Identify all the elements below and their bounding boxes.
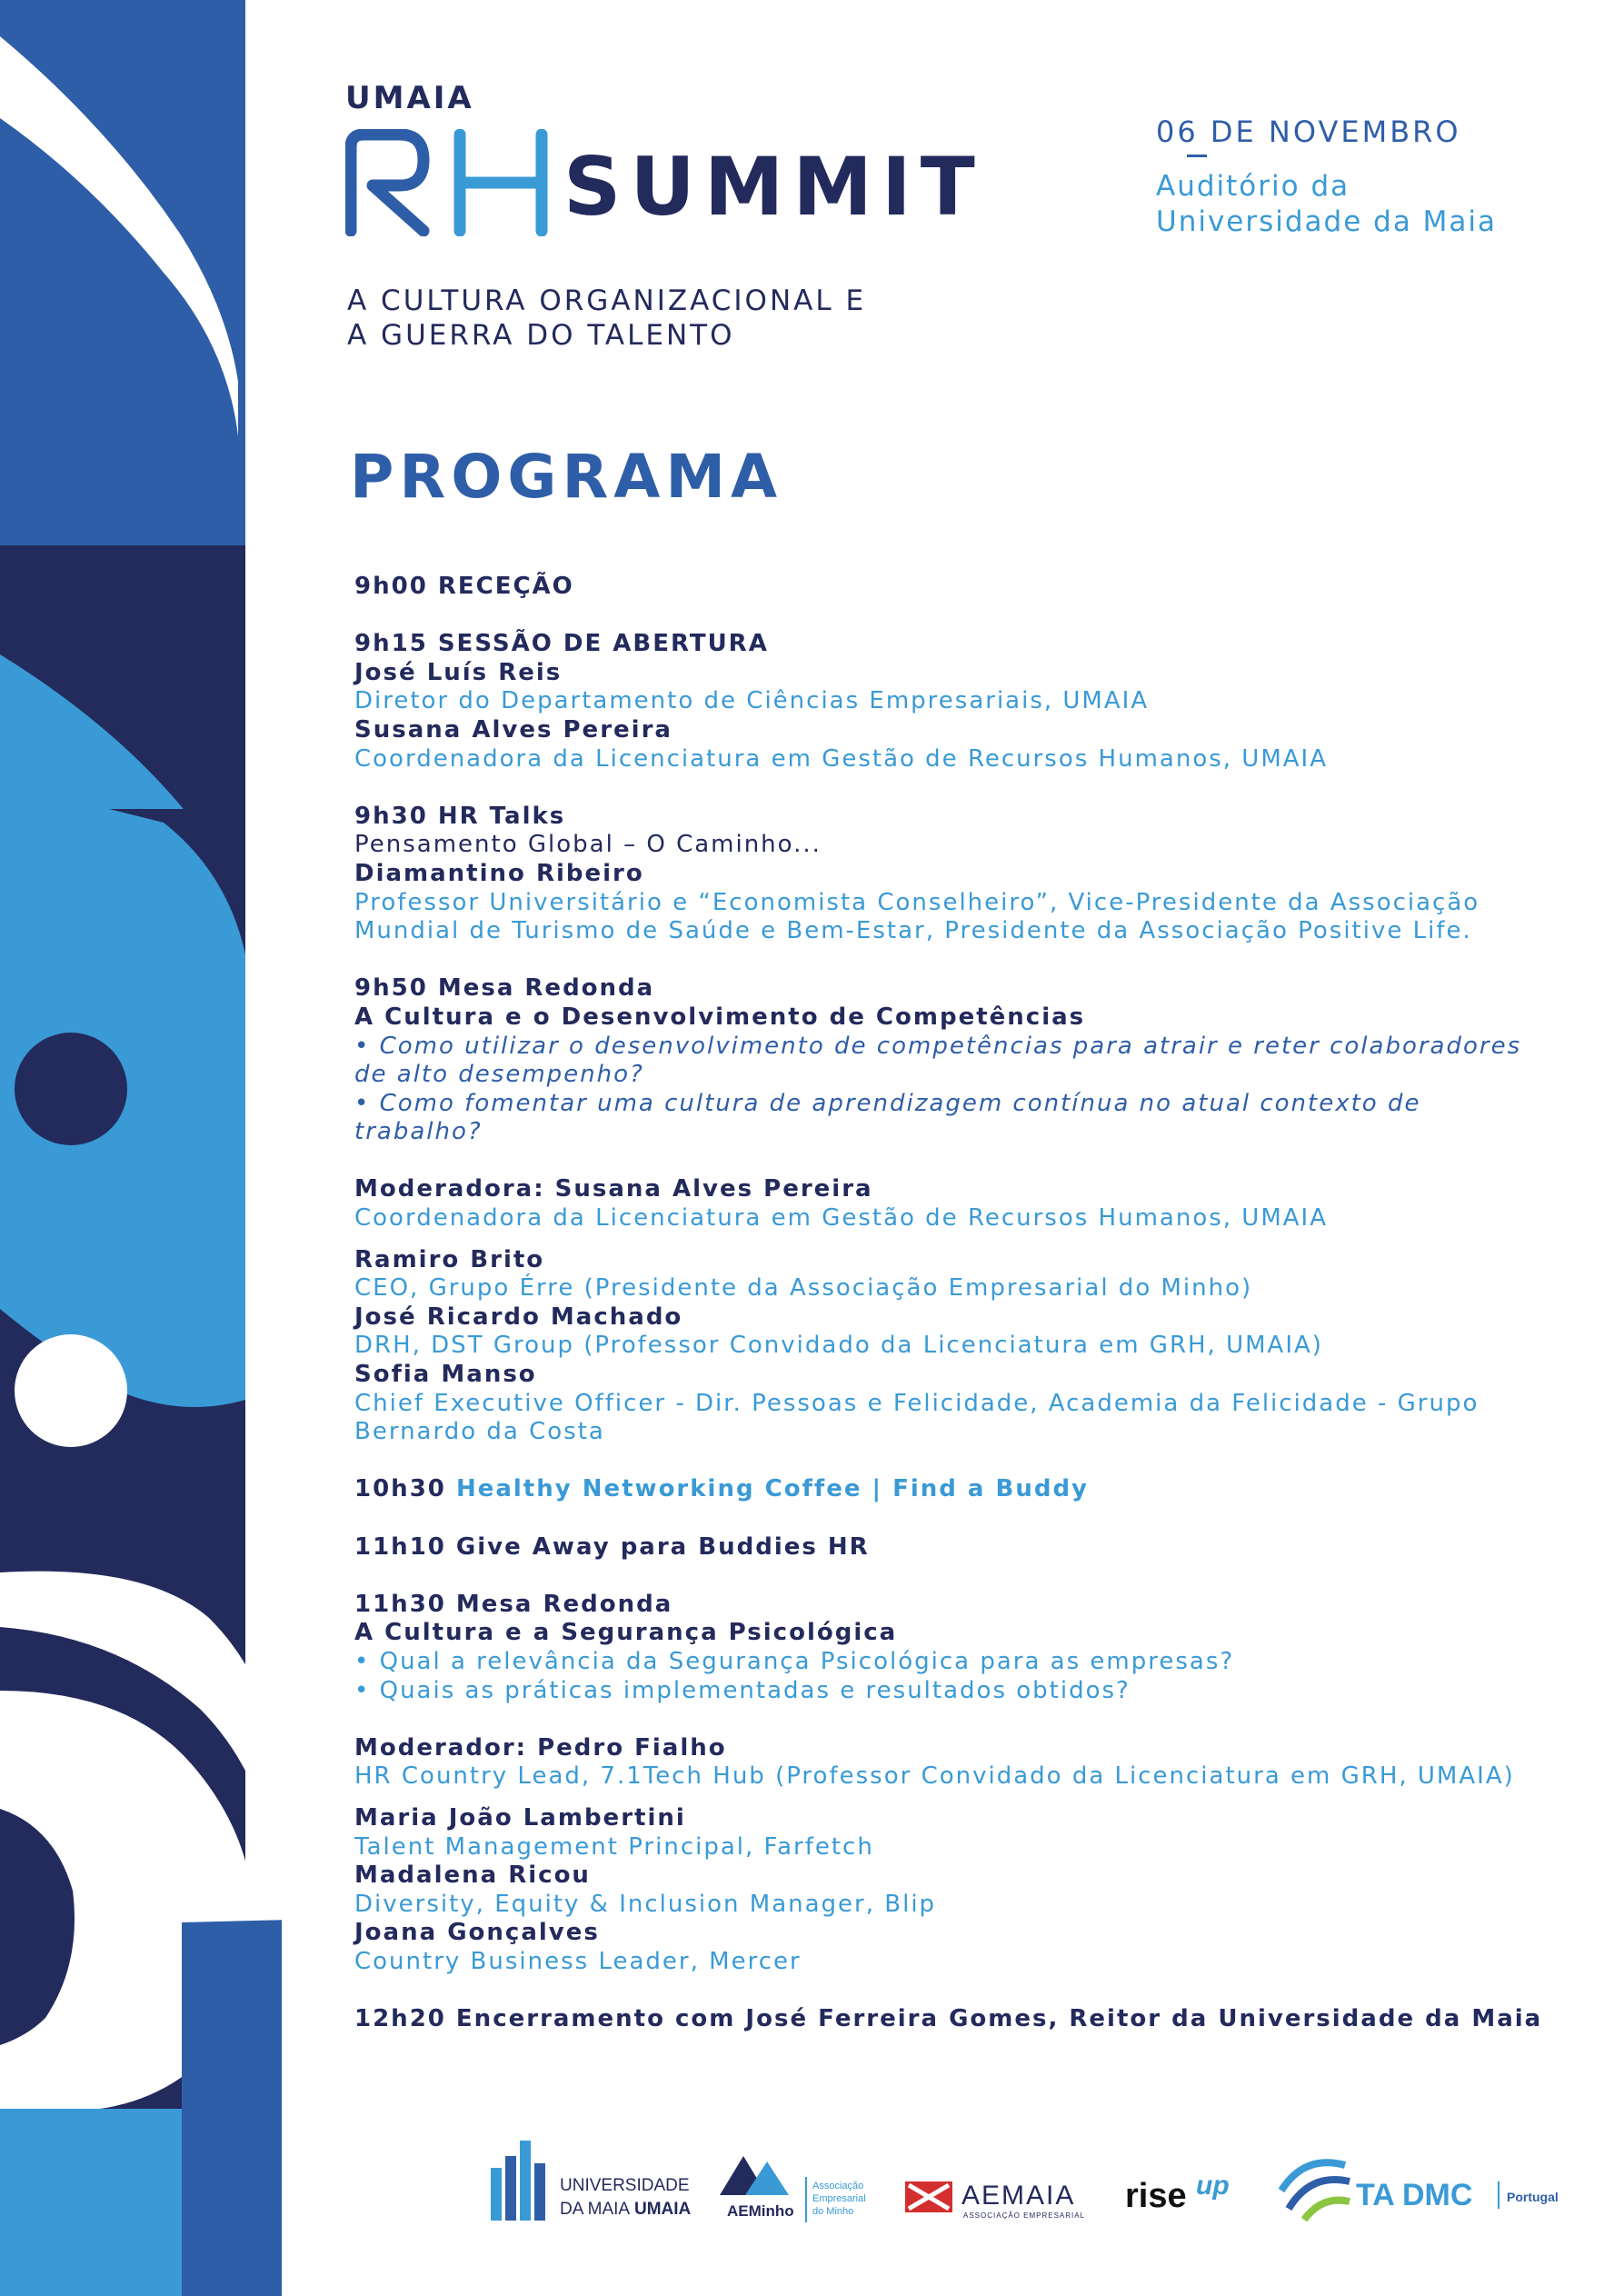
aeminho-logo bbox=[720, 2156, 866, 2222]
spacer bbox=[354, 1147, 1590, 1176]
subtitle-line-1: A CULTURA ORGANIZACIONAL E bbox=[347, 285, 867, 317]
subtitle-line-2: A GUERRA DO TALENTO bbox=[347, 319, 735, 352]
program-heading: Susana Alves Pereira bbox=[354, 715, 673, 744]
program-detail: Talent Management Principal, Farfetch bbox=[354, 1832, 874, 1861]
divider bbox=[1187, 155, 1207, 157]
program-heading: 12h20 Encerramento com José Ferreira Gomes, Reitor da Universidade da Maia bbox=[354, 2005, 1543, 2033]
venue-line-1: Auditório da bbox=[1156, 170, 1350, 203]
program-detail: Country Business Leader, Mercer bbox=[354, 1947, 802, 1975]
program-heading: José Luís Reis bbox=[354, 658, 563, 686]
program-heading: Madalena Ricou bbox=[354, 1862, 591, 1890]
spacer bbox=[354, 946, 1590, 975]
program-heading: 9h30 HR Talks bbox=[354, 802, 566, 830]
program-heading: A Cultura e o Desenvolvimento de Competências bbox=[354, 1003, 1086, 1031]
spacer bbox=[354, 1977, 1590, 2006]
spacer bbox=[354, 1447, 1590, 1476]
program-question: de alto desempenho? bbox=[354, 1061, 644, 1089]
program-question: • Como fomentar uma cultura de aprendizagem contínua no atual contexto de bbox=[354, 1089, 1421, 1117]
program-heading: Sofia Manso bbox=[354, 1361, 537, 1389]
program-subtitle: Pensamento Global – O Caminho... bbox=[354, 831, 822, 859]
program-heading: 9h50 Mesa Redonda bbox=[354, 974, 655, 1003]
spacer bbox=[354, 1504, 1590, 1533]
riseup-logo bbox=[1125, 2171, 1230, 2215]
tadmc-logo bbox=[1281, 2162, 1559, 2220]
event-date: 06 DE NOVEMBRO bbox=[1156, 115, 1461, 149]
spacer bbox=[354, 1233, 1590, 1246]
umaia-logo bbox=[491, 2141, 692, 2221]
time-label: 10h30 bbox=[354, 1475, 446, 1503]
program-heading: Moderadora: Susana Alves Pereira bbox=[354, 1175, 873, 1203]
program-heading: A Cultura e a Segurança Psicológica bbox=[354, 1619, 898, 1647]
svg-text:Associação: Associação bbox=[812, 2181, 864, 2191]
program-detail: Diversity, Equity & Inclusion Manager, Blip bbox=[354, 1890, 937, 1918]
org-name: UMAIA bbox=[345, 80, 474, 116]
program-heading: José Ricardo Machado bbox=[354, 1303, 683, 1331]
svg-text:do Minho: do Minho bbox=[812, 2206, 854, 2217]
program-line bbox=[354, 1475, 1590, 1504]
spacer bbox=[354, 1792, 1590, 1804]
aemaia-logo bbox=[905, 2181, 1085, 2220]
program-detail: HR Country Lead, 7.1Tech Hub (Professor Convidado da Licenciatura em GRH, UMAIA) bbox=[354, 1762, 1515, 1791]
rh-logo bbox=[345, 129, 554, 236]
program-question: trabalho? bbox=[354, 1118, 483, 1146]
event-subtitle bbox=[347, 284, 866, 353]
program-heading: 9h15 SESSÃO DE ABERTURA bbox=[354, 630, 769, 658]
svg-text:Empresarial: Empresarial bbox=[812, 2193, 866, 2204]
program-detail: Coordenadora da Licenciatura em Gestão de Recursos Humanos, UMAIA bbox=[354, 1204, 1329, 1233]
program-heading: Ramiro Brito bbox=[354, 1245, 545, 1273]
spacer bbox=[354, 1562, 1590, 1591]
highlight-label: Healthy Networking Coffee | Find a Buddy bbox=[455, 1475, 1090, 1503]
spacer bbox=[354, 602, 1590, 631]
program-detail: Professor Universitário e “Economista Conselheiro”, Vice-Presidente da Associação bbox=[354, 888, 1480, 916]
program-detail: Diretor do Departamento de Ciências Empresariais, UMAIA bbox=[354, 687, 1150, 715]
program-detail: Bernardo da Costa bbox=[354, 1418, 605, 1446]
svg-text:TA DMC: TA DMC bbox=[1356, 2178, 1473, 2212]
spacer bbox=[354, 1705, 1590, 1734]
program-heading: 9h00 RECEÇÃO bbox=[354, 573, 574, 600]
program-heading: Maria João Lambertini bbox=[354, 1803, 686, 1832]
svg-text:AEMAIA: AEMAIA bbox=[961, 2181, 1076, 2211]
program-detail: • Quais as práticas implementadas e resultados obtidos? bbox=[354, 1676, 1131, 1704]
svg-text:ASSOCIAÇÃO EMPRESARIAL: ASSOCIAÇÃO EMPRESARIAL bbox=[963, 2211, 1086, 2220]
program-detail: Chief Executive Officer - Dir. Pessoas e Felicidade, Academia da Felicidade - Grupo bbox=[354, 1389, 1480, 1417]
decorative-shapes bbox=[0, 0, 291, 2296]
program-heading: Joana Gonçalves bbox=[354, 1919, 600, 1947]
program-heading: 11h10 Give Away para Buddies HR bbox=[354, 1532, 870, 1561]
spacer bbox=[354, 774, 1590, 803]
program-heading: 11h30 Mesa Redonda bbox=[354, 1590, 673, 1618]
sponsor-logos bbox=[482, 2127, 1599, 2227]
svg-text:rise: rise bbox=[1125, 2177, 1187, 2215]
program-question: • Como utilizar o desenvolvimento de competências para atrair e reter colaboradores bbox=[354, 1032, 1522, 1060]
svg-text:DA MAIA: DA MAIA bbox=[560, 2200, 631, 2219]
program-detail: Coordenadora da Licenciatura em Gestão de Recursos Humanos, UMAIA bbox=[354, 744, 1329, 773]
venue-line-2: Universidade da Maia bbox=[1156, 205, 1498, 238]
event-venue bbox=[1156, 169, 1497, 240]
program-detail: CEO, Grupo Érre (Presidente da Associação Empresarial do Minho) bbox=[354, 1274, 1253, 1303]
svg-text:up: up bbox=[1196, 2171, 1230, 2201]
svg-text:AEMinho: AEMinho bbox=[727, 2202, 794, 2220]
summit-title: SUMMIT bbox=[563, 140, 984, 234]
program-heading: Moderador: Pedro Fialho bbox=[354, 1733, 727, 1762]
program-detail: Mundial de Turismo de Saúde e Bem-Estar, Presidente da Associação Positive Life. bbox=[354, 917, 1472, 945]
svg-text:Portugal: Portugal bbox=[1507, 2190, 1559, 2204]
svg-text:UNIVERSIDADE: UNIVERSIDADE bbox=[560, 2176, 690, 2195]
program-detail: • Qual a relevância da Segurança Psicológica para as empresas? bbox=[354, 1647, 1235, 1675]
program-schedule bbox=[354, 573, 1590, 2034]
svg-text:UMAIA: UMAIA bbox=[634, 2200, 692, 2219]
programa-heading: PROGRAMA bbox=[350, 442, 783, 512]
program-detail: DRH, DST Group (Professor Convidado da Licenciatura em GRH, UMAIA) bbox=[354, 1332, 1323, 1360]
program-heading: Diamantino Ribeiro bbox=[354, 859, 644, 887]
